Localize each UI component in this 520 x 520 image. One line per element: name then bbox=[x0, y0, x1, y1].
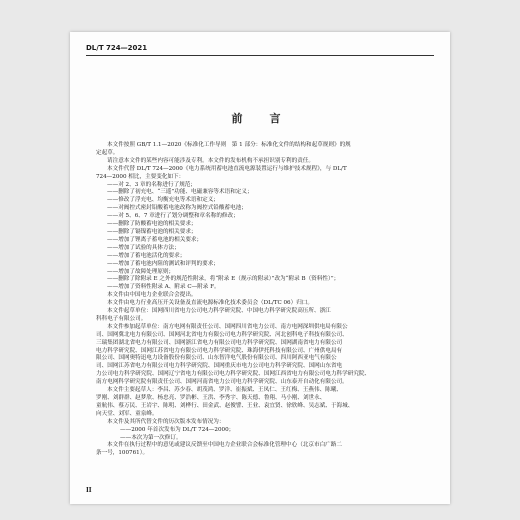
list-item: ——对 2、3 章的名称进行了规范； bbox=[107, 181, 196, 188]
list-item: ——删除了除附录 E 之外的规范性附录，将“附录 E（规示的附录）”改为“附录 B（资料性）”； bbox=[107, 276, 340, 283]
body-line: 本文件在执行过程中的意见或建议反馈至中国电力企业联合会标准化管理中心（北京市白广路二 bbox=[107, 442, 342, 449]
list-item: ——增加了蓄电池内阻的测试和评判的要求； bbox=[107, 260, 219, 267]
section-title: 前 言 bbox=[231, 112, 289, 125]
list-item: ——修改了浮充电、均衡充电等术语和定义； bbox=[107, 197, 219, 204]
body-line: 科科电子有限公司。 bbox=[96, 315, 147, 322]
list-item: ——增加了试验的具体方法； bbox=[107, 244, 180, 251]
list-item: ——增加了蓄电池活化的要求； bbox=[107, 252, 186, 259]
body-line: 本文件按照 GB/T 1.1—2020《标准化工作导则 第 1 部分：标准化文件的结构和起草规则》的规 bbox=[107, 142, 351, 148]
body-line: 本文件参加起草单位：南方电网有限责任公司、国网四川省电力公司、南方电网深圳供电局有限公 bbox=[107, 323, 348, 330]
page-number: II bbox=[86, 487, 92, 494]
foreword-body bbox=[96, 142, 434, 458]
body-line: 电力科学研究院、国网江苏省电力有限公司电力科学研究院、珠海伊托科技有限公司、广州供电局有 bbox=[96, 347, 343, 354]
list-item: ——删除了防酸蓄电池的相关要求； bbox=[107, 221, 197, 228]
body-line: 力公司电力科学研究院、国网辽宁省电力有限公司电力科学研究院、国网江西省电力有限公司电力科学研究院、 bbox=[96, 371, 371, 378]
list-item: ——本次为第一次修订。 bbox=[120, 434, 182, 441]
body-line: 724—2000 相比，主要变化如下： bbox=[96, 173, 185, 180]
list-item: ——对 5、6、7 章进行了划分调整和章名称的修改； bbox=[107, 213, 239, 220]
list-item: ——删除了镉镍蓄电池的相关要求； bbox=[107, 228, 197, 235]
body-line: 司、国网江苏省电力有限公司电力科学研究院、国网重庆市电力公司电力科学研究院、国网山东省电 bbox=[96, 363, 343, 370]
list-item: ——增加了锂离子蓄电池的相关要求； bbox=[107, 236, 203, 243]
body-line: 司、国网冀北电力有限公司、国网河北省电力有限公司电力科学研究院、河北创科电子科技有限公司、 bbox=[96, 331, 348, 338]
body-line: 本文件起草单位：国网四川省电力公司电力科学研究院、中国电力科学研究院高压所、浙江 bbox=[107, 308, 331, 315]
body-line: 本文件由中国电力企业联合会提出。 bbox=[107, 292, 197, 299]
body-line: 定起草。 bbox=[96, 149, 119, 156]
body-line: 本文件代替 DL/T 724—2000《电力系统用蓄电池直流电源装置运行与维护技术规程》，与 DL/T bbox=[107, 165, 347, 172]
body-line: 罗刚、刘群群、赵梦欣、杨忠亮、罗浩彬、王洪、李秀宇、陈天德、鲁翔、马小刚、刘世永、 bbox=[96, 395, 326, 401]
body-line: 请注意本文件的某些内容可能涉及专利。本文件的发布机构不承担识别专利的责任。 bbox=[107, 157, 314, 164]
list-item: ——增加了故障处理原则； bbox=[107, 268, 175, 275]
list-item: ——对阀控式密封铅酸蓄电池改称为阀控式铅酸蓄电池； bbox=[107, 205, 247, 212]
document-page bbox=[70, 32, 450, 504]
body-line: 童航伟、蔡万民、王岩宇、陈明、刘桦行、田金武、赵俊譬、王业、袁宜贤、徐欣峰、吴志斌、于海城、 bbox=[96, 402, 354, 409]
body-line: 条一号，100761）。 bbox=[96, 450, 149, 457]
body-line: 限公司、国网奥特迅电力设备股份有限公司、山东智洋电气股份有限公司、四川阿西亚电气有限公 bbox=[96, 355, 337, 362]
body-line: 三瑞集团湖北省电力有限公司、国网浙江省电力有限公司电力科学研究院、国网湖南省电力有限公司 bbox=[96, 339, 343, 346]
list-item: ——2000 年首次发布为 DL/T 724—2000； bbox=[120, 426, 235, 433]
document-code: DL/T 724—2021 bbox=[86, 44, 148, 52]
body-line: 向天堂、刘军、童泉峰。 bbox=[96, 410, 158, 417]
list-item: ——增加了资料性附录 A、附录 C—附录 F。 bbox=[107, 284, 220, 291]
list-item: ——删除了初充电、“三遥”功能、电磁兼容等术语和定义； bbox=[107, 189, 253, 196]
body-line: 南方电网科学研究院有限责任公司、国网河南省电力公司电力科学研究院、山东泰开自动化有限公司。 bbox=[96, 379, 348, 386]
body-line: 本文件主要起草人：李昌、苏少春、胡茂鸿、罗洋、崔振斌、王凤仁、王红梅、王燕伟、陈曦、 bbox=[107, 387, 342, 394]
header-rule bbox=[86, 55, 434, 56]
body-line: 本文件及其所代替文件的历次版本发布情况为： bbox=[107, 418, 225, 425]
body-line: 本文件由电力行业高压开关设备及直流电源标准化技术委员会（DL/TC 06）归口。 bbox=[107, 300, 313, 307]
